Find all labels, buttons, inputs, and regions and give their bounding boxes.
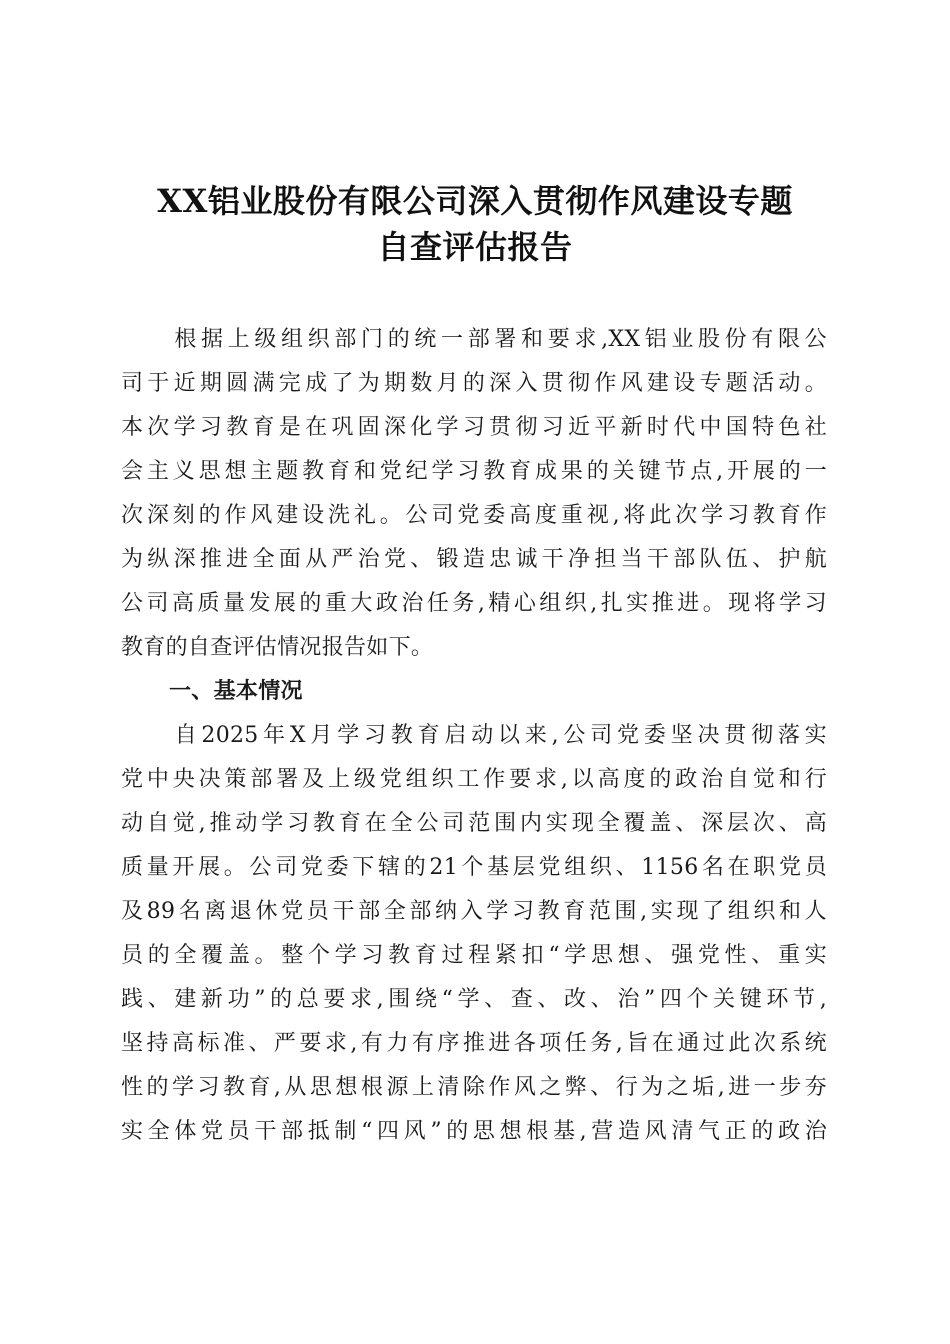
paragraph-1-line: 公司高质量发展的重大政治任务,精心组织,扎实推进。现将学习 <box>121 591 827 616</box>
paragraph-2-line: 实全体党员干部抵制“四风”的思想根基,营造风清气正的政治 <box>121 1119 827 1144</box>
paragraph-2-line: 员的全覆盖。整个学习教育过程紧扣“学思想、强党性、重实 <box>121 943 827 968</box>
document-body <box>121 318 827 1154</box>
paragraph-2-line: 践、建新功”的总要求,围绕“学、查、改、治”四个关键环节, <box>121 987 827 1012</box>
paragraph-2-line: 性的学习教育,从思想根源上清除作风之弊、行为之垢,进一步夯 <box>121 1075 827 1100</box>
paragraph-1-line: 根据上级组织部门的统一部署和要求,XX铝业股份有限公 <box>121 327 827 352</box>
title-line-2: 自查评估报告 <box>377 228 573 266</box>
paragraph-2-line: 自2025年X月学习教育启动以来,公司党委坚决贯彻落实 <box>121 723 827 748</box>
document-title <box>110 178 840 270</box>
section-heading-basic-situation: 一、基本情况 <box>169 679 303 704</box>
paragraph-2-line: 坚持高标准、严要求,有力有序推进各项任务,旨在通过此次系统 <box>121 1031 827 1056</box>
paragraph-2-line: 党中央决策部署及上级党组织工作要求,以高度的政治自觉和行 <box>121 767 827 792</box>
paragraph-1-line: 司于近期圆满完成了为期数月的深入贯彻作风建设专题活动。 <box>121 371 827 396</box>
paragraph-2-line: 动自觉,推动学习教育在全公司范围内实现全覆盖、深层次、高 <box>121 811 827 836</box>
title-line-1: XX铝业股份有限公司深入贯彻作风建设专题 <box>157 182 793 220</box>
paragraph-1-line: 为纵深推进全面从严治党、锻造忠诚干净担当干部队伍、护航 <box>121 547 827 572</box>
paragraph-1-line: 教育的自查评估情况报告如下。 <box>121 635 434 660</box>
paragraph-1-line: 会主义思想主题教育和党纪学习教育成果的关键节点,开展的一 <box>121 459 827 484</box>
paragraph-1-line: 本次学习教育是在巩固深化学习贯彻习近平新时代中国特色社 <box>121 415 827 440</box>
paragraph-1-line: 次深刻的作风建设洗礼。公司党委高度重视,将此次学习教育作 <box>121 503 827 528</box>
paragraph-2-line: 及89名离退休党员干部全部纳入学习教育范围,实现了组织和人 <box>121 899 827 924</box>
paragraph-2-line: 质量开展。公司党委下辖的21个基层党组织、1156名在职党员 <box>121 855 827 880</box>
